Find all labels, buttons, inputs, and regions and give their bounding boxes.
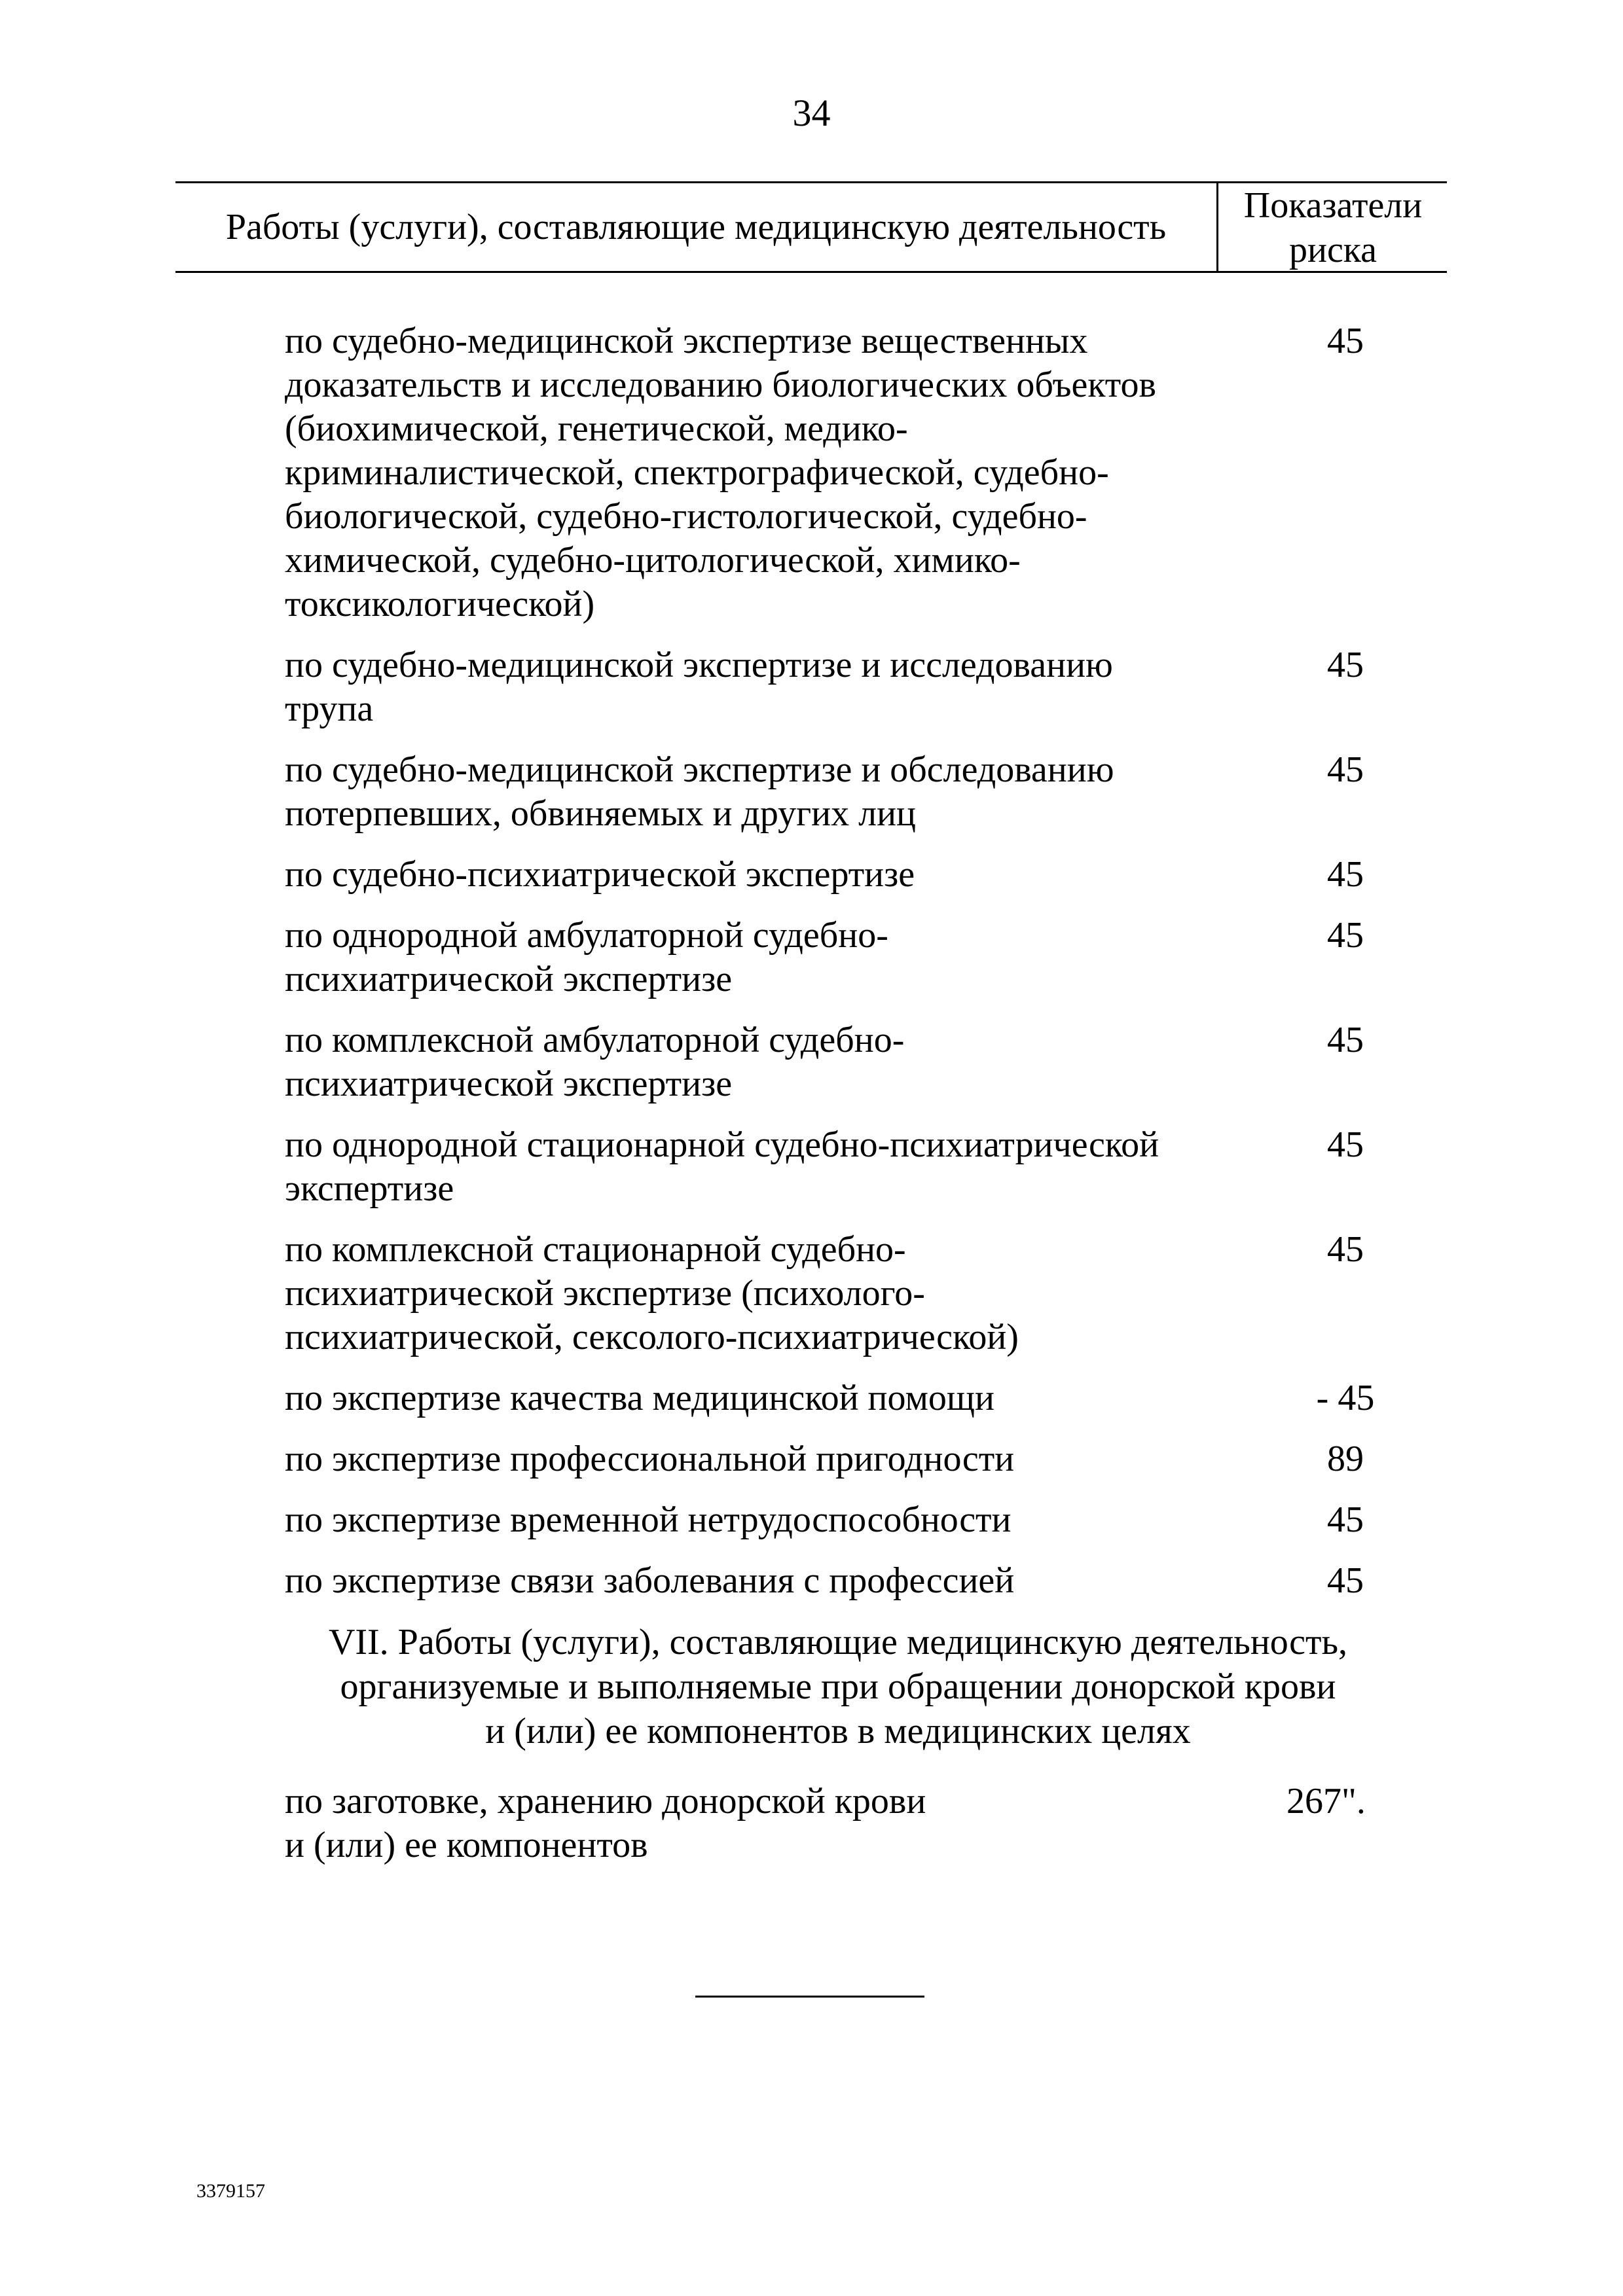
header-works-column: Работы (услуги), составляющие медицинскую деятельность bbox=[225, 207, 1167, 247]
risk-value: 45 bbox=[1327, 1020, 1364, 1060]
row-description bbox=[285, 914, 1228, 1001]
table-row bbox=[285, 914, 1411, 1001]
table-row bbox=[285, 1228, 1411, 1359]
row-line: по заготовке, хранению донорской крови bbox=[285, 1781, 926, 1821]
table-body bbox=[285, 319, 1411, 1867]
row-line: по судебно-медицинской экспертизе вещественных bbox=[285, 321, 1088, 361]
table-row bbox=[285, 1376, 1411, 1420]
row-line: потерпевших, обвиняемых и других лиц bbox=[285, 793, 917, 834]
row-description bbox=[285, 1228, 1228, 1359]
row-line: психиатрической, сексолого-психиатрической) bbox=[285, 1317, 1019, 1357]
row-line: по экспертизе связи заболевания с профессией bbox=[285, 1560, 1015, 1601]
table-row bbox=[285, 1559, 1411, 1603]
row-line: по однородной амбулаторной судебно- bbox=[285, 915, 888, 956]
row-line: по экспертизе качества медицинской помощи bbox=[285, 1378, 994, 1418]
row-description bbox=[285, 1498, 1228, 1542]
table-row bbox=[285, 643, 1411, 731]
table-row bbox=[285, 1498, 1411, 1542]
risk-value: 267". bbox=[1286, 1781, 1366, 1821]
risk-value: 45 bbox=[1327, 1560, 1364, 1601]
row-line: по судебно-психиатрической экспертизе bbox=[285, 854, 915, 895]
section-heading-line: и (или) ее компонентов в медицинских целях bbox=[485, 1711, 1191, 1751]
row-description bbox=[285, 853, 1228, 897]
row-description bbox=[285, 1780, 1228, 1867]
table-row bbox=[285, 1780, 1411, 1867]
risk-value: - 45 bbox=[1316, 1378, 1375, 1418]
section-heading bbox=[275, 1620, 1401, 1753]
row-line: экспертизе bbox=[285, 1168, 454, 1209]
header-risk-line-2: риска bbox=[1288, 230, 1377, 270]
row-description bbox=[285, 1559, 1228, 1603]
row-description bbox=[285, 1018, 1228, 1106]
row-line: психиатрической экспертизе bbox=[285, 1064, 733, 1104]
risk-value: 45 bbox=[1327, 1229, 1364, 1270]
table-row bbox=[285, 1018, 1411, 1106]
risk-value: 45 bbox=[1327, 1124, 1364, 1165]
row-line: доказательств и исследованию биологических объектов bbox=[285, 365, 1156, 405]
row-line: биологической, судебно-гистологической, судебно- bbox=[285, 496, 1087, 537]
row-line: по комплексной амбулаторной судебно- bbox=[285, 1020, 905, 1060]
header-risk-column bbox=[1219, 183, 1447, 272]
row-description bbox=[285, 748, 1228, 836]
row-line: по судебно-медицинской экспертизе и обследованию bbox=[285, 749, 1114, 790]
document-code: 3379157 bbox=[196, 2180, 265, 2202]
risk-value: 45 bbox=[1327, 854, 1364, 895]
row-line: по экспертизе временной нетрудоспособности bbox=[285, 1499, 1012, 1540]
row-line: криминалистической, спектрографической, судебно- bbox=[285, 452, 1109, 493]
row-line: по комплексной стационарной судебно- bbox=[285, 1229, 906, 1270]
row-line: по экспертизе профессиональной пригодности bbox=[285, 1439, 1015, 1479]
row-line: химической, судебно-цитологической, химико- bbox=[285, 540, 1021, 581]
risk-value: 45 bbox=[1327, 749, 1364, 790]
end-of-document-rule bbox=[695, 1996, 924, 1998]
risk-value: 45 bbox=[1327, 1499, 1364, 1540]
row-line: психиатрической экспертизе bbox=[285, 959, 733, 999]
risk-value: 45 bbox=[1327, 915, 1364, 956]
row-line: и (или) ее компонентов bbox=[285, 1825, 648, 1865]
row-line: (биохимической, генетической, медико- bbox=[285, 408, 908, 449]
header-risk-line-1: Показатели bbox=[1243, 185, 1423, 226]
page-number: 34 bbox=[792, 92, 831, 134]
header-column-divider bbox=[1216, 182, 1218, 272]
row-line: токсикологической) bbox=[285, 584, 595, 624]
row-description bbox=[285, 643, 1228, 731]
row-line: по однородной стационарной судебно-психиатрической bbox=[285, 1124, 1159, 1165]
row-line: по судебно-медицинской экспертизе и исследованию bbox=[285, 645, 1113, 685]
table-row bbox=[285, 1437, 1411, 1481]
row-line: психиатрической экспертизе (психолого- bbox=[285, 1273, 925, 1314]
risk-value: 45 bbox=[1327, 645, 1364, 685]
risk-value: 45 bbox=[1327, 321, 1364, 361]
section-heading-line: организуемые и выполняемые при обращении донорской крови bbox=[340, 1666, 1336, 1707]
section-heading-line: VII. Работы (услуги), составляющие медицинскую деятельность, bbox=[328, 1622, 1348, 1662]
row-description bbox=[285, 319, 1228, 626]
row-line: трупа bbox=[285, 689, 374, 729]
table-row bbox=[285, 853, 1411, 897]
row-description bbox=[285, 1376, 1228, 1420]
row-description bbox=[285, 1123, 1228, 1211]
table-row bbox=[285, 319, 1411, 626]
row-description bbox=[285, 1437, 1228, 1481]
table-row bbox=[285, 1123, 1411, 1211]
risk-value: 89 bbox=[1327, 1439, 1364, 1479]
table-row bbox=[285, 748, 1411, 836]
